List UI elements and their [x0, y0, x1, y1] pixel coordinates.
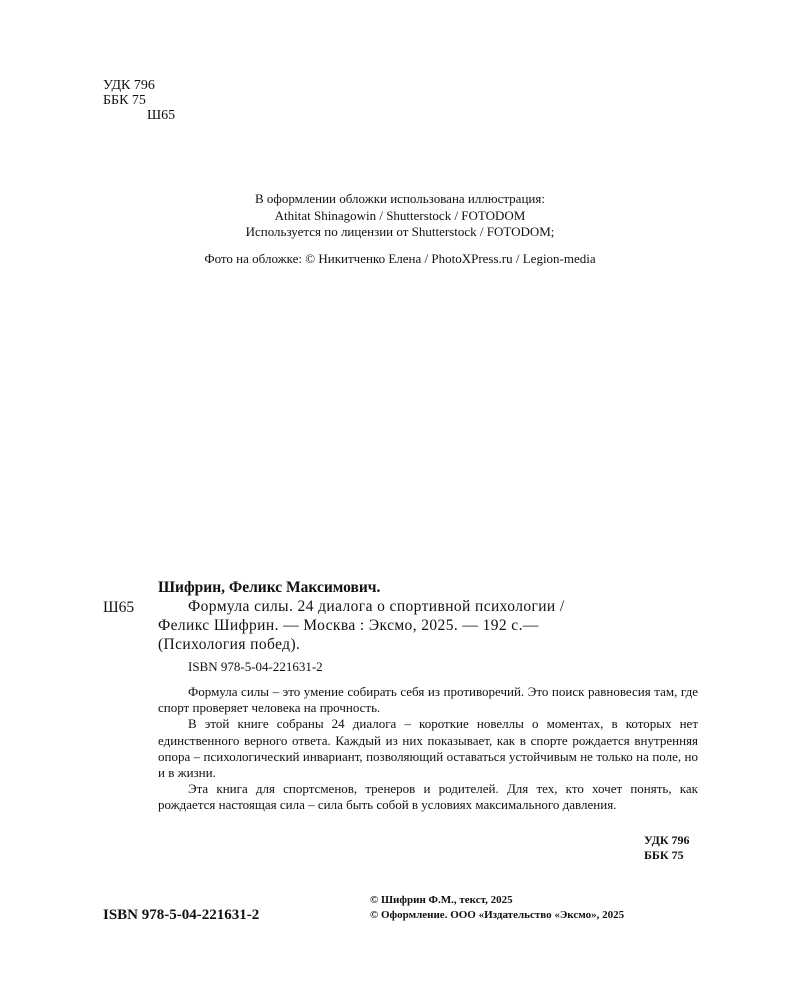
bbk-code: ББК 75: [103, 93, 146, 108]
abstract-paragraph: Формула силы – это умение собирать себя из противоречий. Это поиск равновесия там, где спорт проверяет человека на прочность.: [158, 684, 698, 716]
footer-isbn: ISBN 978-5-04-221631-2: [103, 907, 260, 923]
catalog-classification-codes: [644, 833, 690, 863]
udk-code: УДК 796: [103, 78, 155, 93]
credit-line: Athitat Shinagowin / Shutterstock / FOTODOM: [274, 207, 526, 223]
bib-line: Феликс Шифрин. — Москва : Эксмо, 2025. — 192 с.—: [158, 617, 539, 634]
copyright-line: © Шифрин Ф.М., текст, 2025: [370, 894, 513, 906]
abstract-paragraph: Эта книга для спортсменов, тренеров и родителей. Для тех, кто хочет понять, как рождается настоящая сила – сила быть собой в условиях максимального давления.: [158, 781, 698, 813]
book-abstract: [158, 684, 698, 814]
cover-illustration-credits: [0, 191, 800, 241]
credit-line: Используется по лицензии от Shutterstock / FOTODOM;: [245, 224, 555, 239]
credit-line: В оформлении обложки использована иллюстрация:: [255, 191, 545, 206]
udk-code: УДК 796: [644, 833, 690, 847]
author-sign-code: Ш65: [147, 108, 176, 123]
bbk-code: ББК 75: [644, 848, 684, 862]
catalog-author: Шифрин, Феликс Максимович.: [158, 579, 381, 596]
top-classification-codes: [103, 78, 175, 123]
copyright-line: © Оформление. ООО «Издательство «Эксмо», 2025: [370, 909, 625, 921]
catalog-isbn: ISBN 978-5-04-221631-2: [188, 659, 323, 674]
copyright-block: [370, 893, 624, 923]
catalog-author-sign: Ш65: [103, 599, 135, 616]
bib-line: Формула силы. 24 диалога о спортивной психологии /: [188, 598, 565, 615]
bibliographic-description: [158, 597, 698, 654]
abstract-paragraph: В этой книге собраны 24 диалога – короткие новеллы о моментах, в которых нет единственного верного ответа. Каждый из них показывает, как в спорте рождается внутренняя опора – психологический инвариант, позволяющий оставаться устойчивым не только на поле, но и в жизни.: [158, 716, 698, 781]
cover-photo-credit: Фото на обложке: © Никитченко Елена / PhotoXPress.ru / Legion-media: [204, 251, 596, 266]
bib-line: (Психология побед).: [158, 636, 301, 653]
